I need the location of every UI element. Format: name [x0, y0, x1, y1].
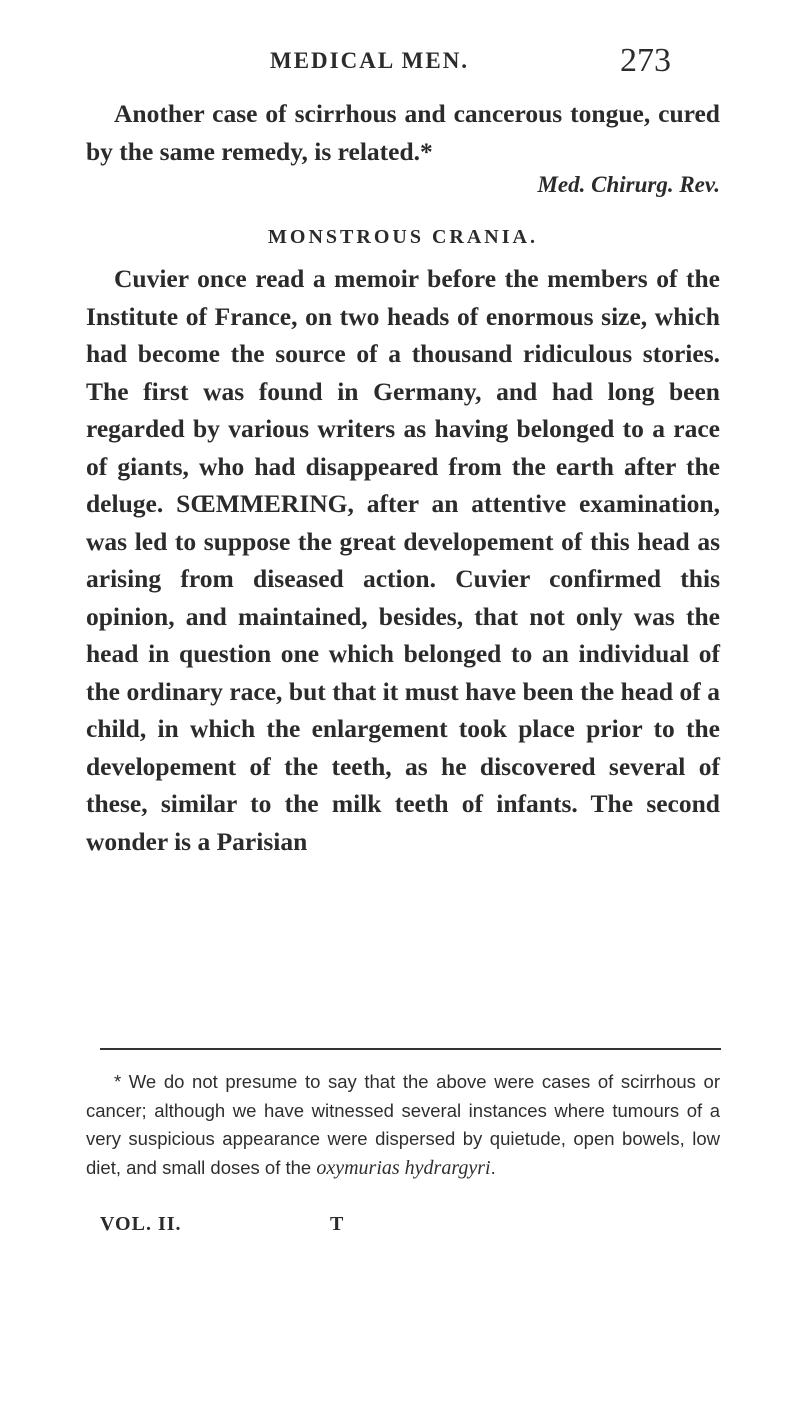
footnote	[86, 1068, 720, 1182]
paragraph-cancerous-tongue: Another case of scirrhous and cancerous tongue, cured by the same remedy, is related.*	[86, 99, 720, 166]
footnote-end: .	[490, 1156, 496, 1178]
paragraph-monstrous-crania: Cuvier once read a memoir before the members of the Institute of France, on two heads of enormous size, which had become the source of a thousand ridiculous stories. The first was found in Germany, and had long been regarded by various writers as having belonged to a race of giants, who had disappeared from the earth after the deluge. SŒMMERING, after an attentive examination, was led to suppose the great developement of this head as arising from diseased action. Cuvier confirmed this opinion, and maintained, besides, that not only was the head in question one which belonged to an individual of the ordinary race, but that it must have been the head of a child, in which the enlargement took place prior to the developement of the teeth, as he discovered several of these, similar to the milk teeth of infants. The second wonder is a Parisian	[86, 264, 720, 856]
page-number: 273	[620, 42, 671, 79]
footnote-italic-term: oxymurias hydrargyri	[316, 1156, 491, 1179]
footnote-text: * We do not presume to say that the above were cases of scirrhous or cancer; although we have witnessed several instances where tumours of a very suspicious appearance were dispersed by quietude, open bowels, low diet, and small doses of the	[86, 1071, 720, 1178]
footnote-divider	[100, 1048, 721, 1050]
citation: Med. Chirurg. Rev.	[537, 172, 720, 197]
main-text	[86, 95, 720, 860]
signature-mark: T	[330, 1213, 344, 1235]
running-title: MEDICAL MEN.	[270, 48, 470, 73]
volume-label: VOL. II.	[100, 1213, 182, 1235]
page-header	[0, 40, 800, 90]
section-heading: MONSTROUS CRANIA.	[268, 226, 538, 248]
